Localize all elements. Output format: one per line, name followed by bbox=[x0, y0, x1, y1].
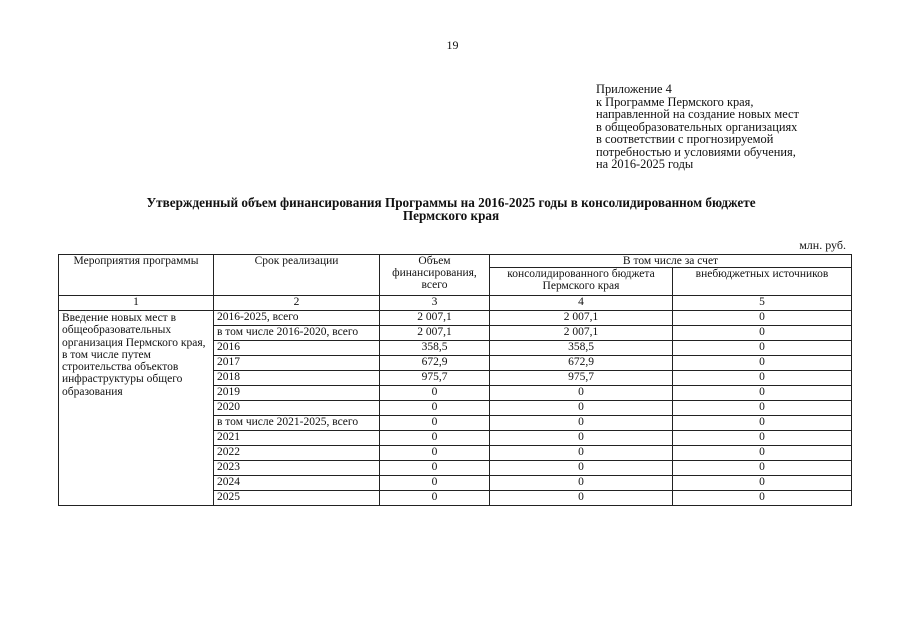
total-cell: 2 007,1 bbox=[380, 326, 490, 341]
period-cell: 2023 bbox=[214, 461, 380, 476]
period-cell: 2016-2025, всего bbox=[214, 311, 380, 326]
extrabudget-cell: 0 bbox=[673, 386, 852, 401]
financing-table bbox=[58, 254, 852, 506]
column-number: 1 bbox=[59, 296, 214, 311]
consolidated-cell: 0 bbox=[490, 476, 673, 491]
period-cell: 2019 bbox=[214, 386, 380, 401]
period-cell: в том числе 2016-2020, всего bbox=[214, 326, 380, 341]
extrabudget-cell: 0 bbox=[673, 401, 852, 416]
appendix-line: в общеобразовательных организациях bbox=[596, 119, 798, 134]
total-cell: 358,5 bbox=[380, 341, 490, 356]
extrabudget-cell: 0 bbox=[673, 476, 852, 491]
total-cell: 2 007,1 bbox=[380, 311, 490, 326]
consolidated-cell: 2 007,1 bbox=[490, 311, 673, 326]
consolidated-cell: 672,9 bbox=[490, 356, 673, 371]
extrabudget-cell: 0 bbox=[673, 356, 852, 371]
header-extrabudget: внебюджетных источников bbox=[673, 268, 852, 296]
column-number-row bbox=[59, 296, 852, 311]
appendix-line: к Программе Пермского края, bbox=[596, 94, 754, 109]
appendix-line: потребностью и условиями обучения, bbox=[596, 144, 796, 159]
extrabudget-cell: 0 bbox=[673, 341, 852, 356]
consolidated-cell: 975,7 bbox=[490, 371, 673, 386]
header-including: В том числе за счет bbox=[490, 255, 852, 268]
header-period: Срок реализации bbox=[214, 255, 380, 296]
activity-cell: Введение новых мест в общеобразовательных организация Пермского края, в том числе путем строительства объектов инфраструктуры общего образования bbox=[59, 311, 214, 506]
period-cell: 2024 bbox=[214, 476, 380, 491]
header-total: Объем финансирования, всего bbox=[380, 255, 490, 296]
units-label: млн. руб. bbox=[799, 238, 846, 252]
consolidated-cell: 0 bbox=[490, 416, 673, 431]
consolidated-cell: 0 bbox=[490, 431, 673, 446]
appendix-line: направленной на создание новых мест bbox=[596, 107, 799, 121]
extrabudget-cell: 0 bbox=[673, 461, 852, 476]
period-cell: 2016 bbox=[214, 341, 380, 356]
extrabudget-cell: 0 bbox=[673, 371, 852, 386]
column-number: 4 bbox=[490, 296, 673, 311]
column-number: 2 bbox=[214, 296, 380, 311]
document-title bbox=[80, 197, 822, 222]
total-cell: 0 bbox=[380, 461, 490, 476]
consolidated-cell: 0 bbox=[490, 386, 673, 401]
header-consolidated: консолидированного бюджета Пермского края bbox=[490, 268, 673, 296]
period-cell: 2017 bbox=[214, 356, 380, 371]
table-body bbox=[59, 311, 852, 506]
total-cell: 0 bbox=[380, 431, 490, 446]
extrabudget-cell: 0 bbox=[673, 431, 852, 446]
consolidated-cell: 0 bbox=[490, 461, 673, 476]
total-cell: 0 bbox=[380, 416, 490, 431]
total-cell: 0 bbox=[380, 386, 490, 401]
total-cell: 0 bbox=[380, 446, 490, 461]
total-cell: 0 bbox=[380, 401, 490, 416]
table-row bbox=[59, 311, 852, 326]
consolidated-cell: 2 007,1 bbox=[490, 326, 673, 341]
period-cell: 2021 bbox=[214, 431, 380, 446]
period-cell: 2020 bbox=[214, 401, 380, 416]
column-number: 5 bbox=[673, 296, 852, 311]
period-cell: в том числе 2021-2025, всего bbox=[214, 416, 380, 431]
consolidated-cell: 0 bbox=[490, 491, 673, 506]
consolidated-cell: 0 bbox=[490, 401, 673, 416]
total-cell: 672,9 bbox=[380, 356, 490, 371]
page-number: 19 bbox=[446, 38, 459, 52]
header-activity: Мероприятия программы bbox=[59, 255, 214, 296]
title-line-1: Утвержденный объем финансирования Программы на 2016-2025 годы в консолидированном бюджете bbox=[146, 195, 756, 210]
table-header bbox=[59, 255, 852, 311]
extrabudget-cell: 0 bbox=[673, 416, 852, 431]
appendix-line: в соответствии с прогнозируемой bbox=[596, 132, 774, 146]
column-number: 3 bbox=[380, 296, 490, 311]
period-cell: 2025 bbox=[214, 491, 380, 506]
extrabudget-cell: 0 bbox=[673, 326, 852, 341]
total-cell: 975,7 bbox=[380, 371, 490, 386]
consolidated-cell: 0 bbox=[490, 446, 673, 461]
extrabudget-cell: 0 bbox=[673, 491, 852, 506]
appendix-line: на 2016-2025 годы bbox=[596, 157, 694, 171]
period-cell: 2018 bbox=[214, 371, 380, 386]
appendix-line: Приложение 4 bbox=[596, 82, 672, 96]
extrabudget-cell: 0 bbox=[673, 446, 852, 461]
total-cell: 0 bbox=[380, 476, 490, 491]
period-cell: 2022 bbox=[214, 446, 380, 461]
title-line-2: Пермского края bbox=[402, 207, 500, 223]
extrabudget-cell: 0 bbox=[673, 311, 852, 326]
consolidated-cell: 358,5 bbox=[490, 341, 673, 356]
appendix-block bbox=[596, 83, 866, 171]
total-cell: 0 bbox=[380, 491, 490, 506]
